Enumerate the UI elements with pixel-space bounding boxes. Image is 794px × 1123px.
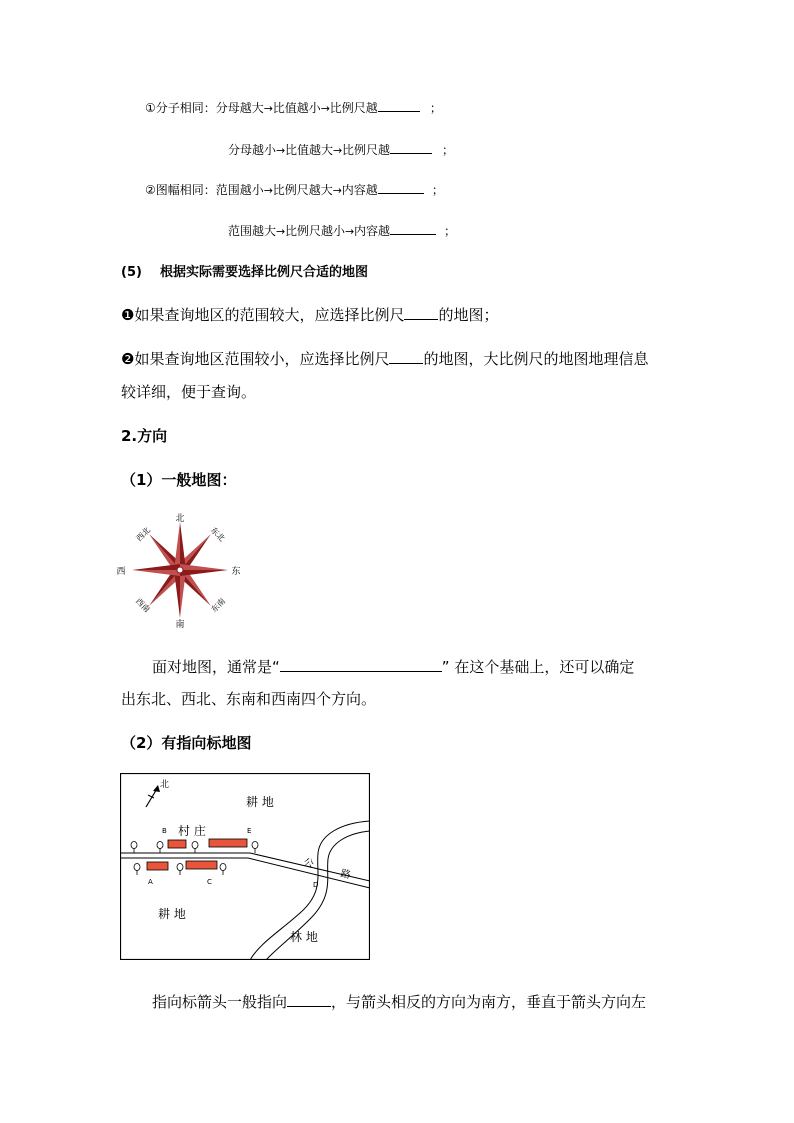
fill-blank[interactable] xyxy=(287,992,331,1007)
heading-text: 根据实际需要选择比例尺合适的地图 xyxy=(159,265,368,280)
fill-blank[interactable] xyxy=(390,220,436,235)
map-village: 村 庄 xyxy=(178,824,206,838)
fill-blank[interactable] xyxy=(404,305,438,320)
scale-rule-4 xyxy=(228,220,456,239)
building-c xyxy=(186,861,217,869)
pointer-map xyxy=(120,773,370,960)
fill-blank[interactable] xyxy=(378,179,424,194)
map-road-label-a: 公 xyxy=(302,857,315,871)
building-b xyxy=(168,840,186,848)
scale-rule-1 xyxy=(145,97,442,116)
compass-south: 南 xyxy=(175,620,185,630)
scale-rule-3 xyxy=(145,179,444,198)
heading-number: (5) xyxy=(121,265,142,280)
item-text: ❶如果查询地区的范围较大，应选择比例尺 xyxy=(121,306,405,324)
rule-end: ； xyxy=(429,101,442,115)
arrow-icon: → xyxy=(263,102,273,115)
section5-heading xyxy=(121,261,368,280)
rule-text: 内容越 xyxy=(341,183,378,197)
para-text: 面对地图，通常是“ xyxy=(152,658,280,676)
section5-item1 xyxy=(121,304,498,325)
arrow-icon: → xyxy=(276,225,286,238)
direction-para1 xyxy=(152,656,634,677)
building-a xyxy=(147,862,168,870)
rule-text: 分母越大 xyxy=(215,101,264,115)
map-label-a: A xyxy=(148,878,153,886)
rule-prefix: ①分子相同： xyxy=(145,101,216,115)
fill-blank[interactable] xyxy=(378,97,420,112)
compass-northeast: 东北 xyxy=(208,525,227,544)
arrow-icon: → xyxy=(332,184,343,197)
arrow-icon: → xyxy=(320,102,331,115)
rule-end: ； xyxy=(431,183,444,197)
para-text: ” 在这个基础上，还可以确定 xyxy=(441,658,635,676)
map-label-b: B xyxy=(162,827,167,835)
fill-blank[interactable] xyxy=(389,349,423,364)
item-text: ❷如果查询地区范围较小，应选择比例尺 xyxy=(121,350,390,368)
compass-southeast: 东南 xyxy=(209,596,228,615)
map-label-d: D xyxy=(313,881,319,889)
map-farmland-top: 耕 地 xyxy=(246,795,274,809)
direction-heading: 2.方向 xyxy=(121,427,168,445)
rule-text: 比例尺越小 xyxy=(285,224,346,238)
direction-para2 xyxy=(152,991,646,1012)
rule-prefix: ②图幅相同： xyxy=(145,183,216,197)
rule-text: 内容越 xyxy=(354,224,391,238)
rule-text: 比值越大 xyxy=(285,143,334,157)
rule-text: 比例尺越 xyxy=(342,143,391,157)
map-label-e: E xyxy=(247,827,252,835)
pointer-map-heading: （2）有指向标地图 xyxy=(121,734,252,752)
para-text: 指向标箭头一般指向 xyxy=(152,993,288,1011)
item-text: 的地图； xyxy=(438,306,499,324)
para-text: ，与箭头相反的方向为南方，垂直于箭头方向左 xyxy=(331,993,647,1011)
item-text: 的地图，大比例尺的地图地理信息 xyxy=(423,350,649,368)
arrow-icon: → xyxy=(345,225,355,238)
rule-text: 比值越小 xyxy=(272,101,321,115)
rule-text: 范围越小 xyxy=(215,183,264,197)
map-label-c: C xyxy=(207,878,212,886)
direction-para1-cont: 出东北、西北、东南和西南四个方向。 xyxy=(121,690,377,708)
fill-blank[interactable] xyxy=(280,657,442,672)
compass-southwest: 西南 xyxy=(133,596,152,615)
map-forest: 林 地 xyxy=(290,930,318,944)
compass-northwest: 西北 xyxy=(134,525,153,544)
map-farmland-bottom: 耕 地 xyxy=(158,907,186,921)
rule-end: ； xyxy=(442,143,455,157)
compass-rose xyxy=(116,510,244,630)
section5-item2-cont: 较详细，便于查询。 xyxy=(121,383,257,401)
compass-east: 东 xyxy=(231,567,241,577)
section5-item2 xyxy=(121,348,648,369)
rule-text: 分母越小 xyxy=(228,143,277,157)
fill-blank[interactable] xyxy=(390,139,432,154)
map-north-label: 北 xyxy=(160,780,170,790)
rule-text: 比例尺越 xyxy=(329,101,378,115)
compass-north: 北 xyxy=(175,514,185,524)
compass-west: 西 xyxy=(116,567,126,577)
building-e xyxy=(209,839,247,847)
rule-text: 范围越大 xyxy=(228,224,277,238)
arrow-icon: → xyxy=(263,184,273,197)
arrow-icon: → xyxy=(333,144,343,157)
map-road-label-b: 路 xyxy=(339,868,352,882)
general-map-heading: （1）一般地图： xyxy=(121,471,237,489)
rule-end: ； xyxy=(444,224,457,238)
scale-rule-2 xyxy=(228,139,454,158)
rule-text: 比例尺越大 xyxy=(272,183,333,197)
arrow-icon: → xyxy=(276,144,286,157)
